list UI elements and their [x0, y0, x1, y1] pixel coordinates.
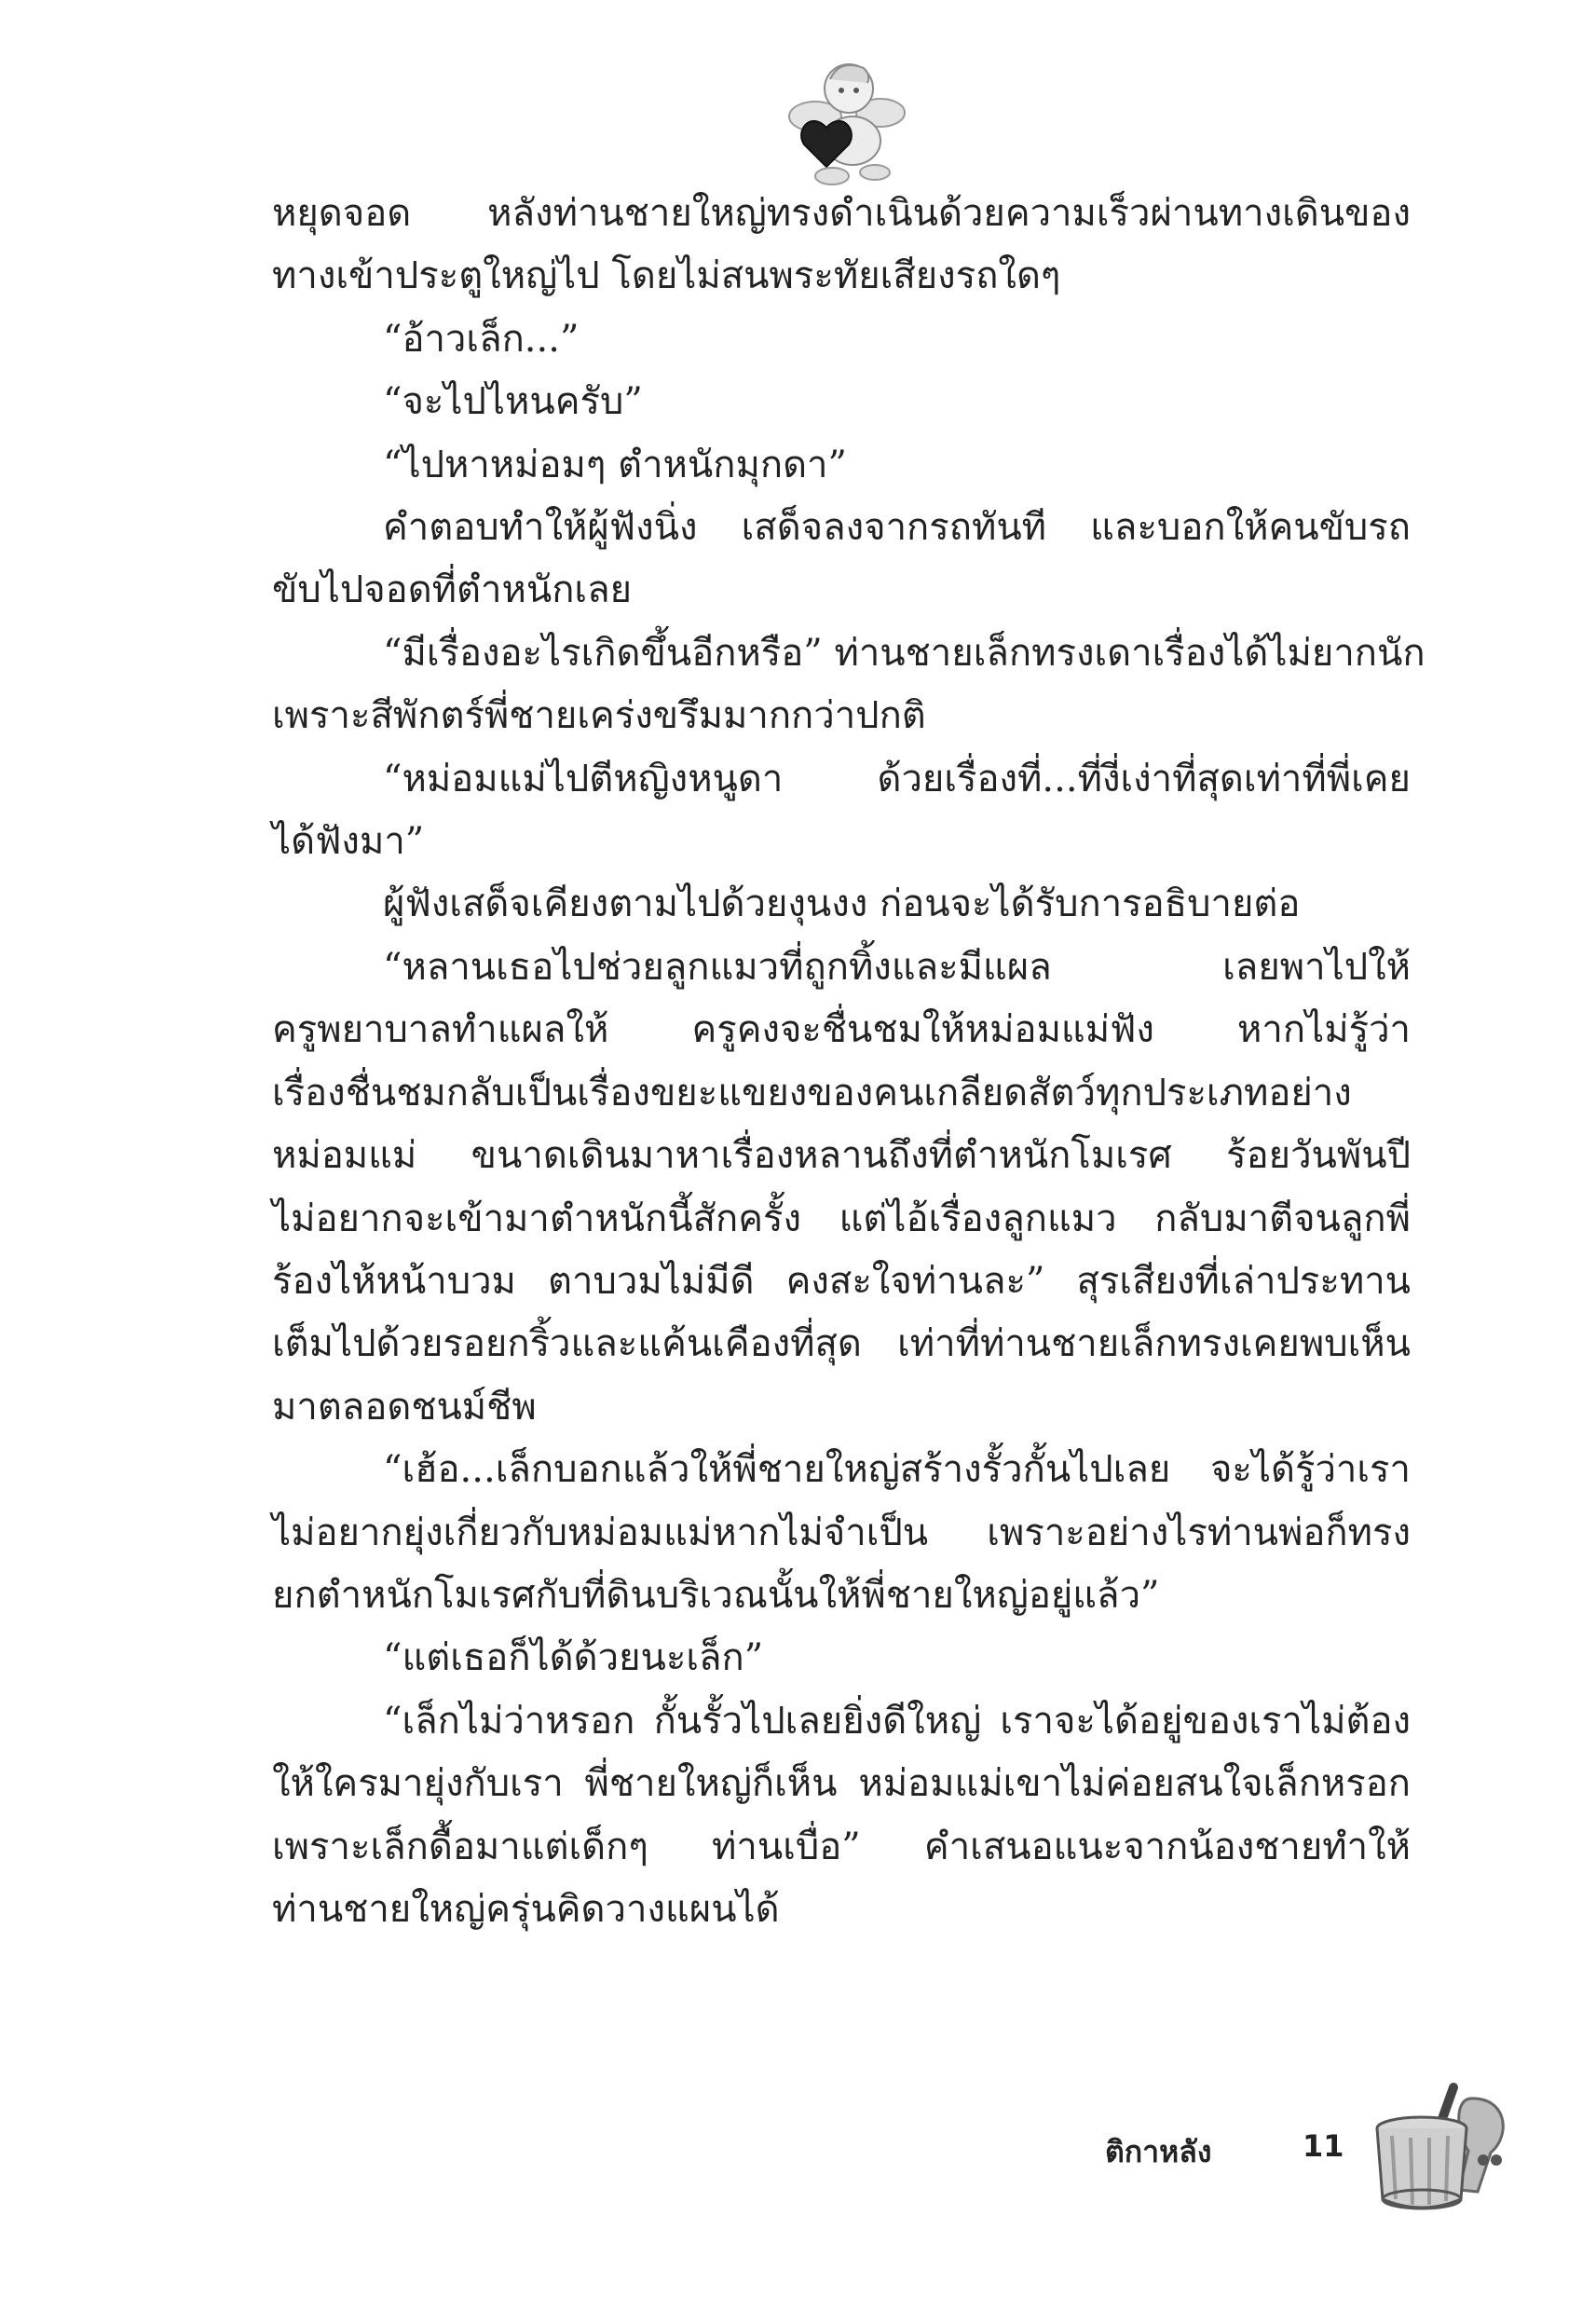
cooking-pot-with-spoon-icon: [1368, 2080, 1517, 2220]
body-line-14: ครูพยาบาลทำแผลให้ ครูคงจะชื่นชมให้หม่อมแม่ฟัง หากไม่รู้ว่า: [272, 1008, 1411, 1052]
body-line-12: ผู้ฟังเสด็จเคียงตามไปด้วยงุนงง ก่อนจะได้รับการอธิบายต่อ: [383, 882, 1301, 926]
body-line-8: “มีเรื่องอะไรเกิดขึ้นอีกหรือ” ท่านชายเล็กทรงเดาเรื่องได้ไม่ยากนัก: [383, 631, 1425, 675]
body-line-15: เรื่องชื่นชมกลับเป็นเรื่องขยะแขยงของคนเกลียดสัตว์ทุกประเภทอย่าง: [272, 1071, 1352, 1114]
body-line-6: คำตอบทำให้ผู้ฟังนิ่ง เสด็จลงจากรถทันที และบอกให้คนขับรถ: [383, 506, 1411, 550]
body-line-18: ร้องไห้หน้าบวม ตาบวมไม่มีดี คงสะใจท่านละ” สุรเสียงที่เล่าประทาน: [272, 1259, 1411, 1303]
body-line-19: เต็มไปด้วยรอยกริ้วและแค้นเคืองที่สุด เท่าที่ท่านชายเล็กทรงเคยพบเห็น: [272, 1322, 1411, 1366]
body-line-23: ยกตำหนักโมเรศกับที่ดินบริเวณนั้นให้พี่ชายใหญ่อยู่แล้ว”: [272, 1573, 1160, 1617]
body-line-24: “แต่เธอก็ได้ด้วยนะเล็ก”: [383, 1636, 764, 1680]
body-line-5: “ไปหาหม่อมๆ ตำหนักมุกดา”: [383, 443, 847, 486]
body-text: [272, 183, 1425, 1941]
body-line-9: เพราะสีพักตร์พี่ชายเคร่งขรึมมากกว่าปกติ: [272, 694, 926, 738]
body-line-28: ท่านชายใหญ่ครุ่นคิดวางแผนได้: [272, 1887, 780, 1931]
body-line-3: “อ้าวเล็ก...”: [383, 317, 580, 361]
body-line-2: ทางเข้าประตูใหญ่ไป โดยไม่สนพระทัยเสียงรถใดๆ: [272, 254, 1061, 298]
body-line-13: “หลานเธอไปช่วยลูกแมวที่ถูกทิ้งและมีแผล เลยพาไปให้: [383, 945, 1411, 989]
body-line-22: ไม่อยากยุ่งเกี่ยวกับหม่อมแม่หากไม่จำเป็น เพราะอย่างไรท่านพ่อก็ทรง: [272, 1511, 1411, 1554]
body-line-17: ไม่อยากจะเข้ามาตำหนักนี้สักครั้ง แต่ไอ้เรื่องลูกแมว กลับมาตีจนลูกพี่: [272, 1197, 1411, 1240]
body-line-20: มาตลอดชนม์ชีพ: [272, 1385, 537, 1429]
body-line-7: ขับไปจอดที่ตำหนักเลย: [272, 568, 633, 612]
body-line-26: ให้ใครมายุ่งกับเรา พี่ชายใหญ่ก็เห็น หม่อมแม่เขาไม่ค่อยสนใจเล็กหรอก: [272, 1762, 1411, 1806]
body-line-25: “เล็กไม่ว่าหรอก กั้นรั้วไปเลยยิ่งดีใหญ่ เราจะได้อยู่ของเราไม่ต้อง: [383, 1699, 1411, 1743]
body-line-16: หม่อมแม่ ขนาดเดินมาหาเรื่องหลานถึงที่ตำหนักโมเรศ ร้อยวันพันปี: [272, 1134, 1411, 1178]
body-line-21: “เฮ้อ...เล็กบอกแล้วให้พี่ชายใหญ่สร้างรั้วกั้นไปเลย จะได้รู้ว่าเรา: [383, 1448, 1411, 1492]
body-line-1: หยุดจอด หลังท่านชายใหญ่ทรงดำเนินด้วยความเร็วผ่านทางเดินของ: [272, 192, 1411, 235]
body-line-4: “จะไปไหนครับ”: [383, 380, 643, 424]
body-line-11: ได้ฟังมา”: [272, 820, 425, 864]
body-line-10: “หม่อมแม่ไปตีหญิงหนูดา ด้วยเรื่องที่...ที่งี่เง่าที่สุดเท่าที่พี่เคย: [383, 757, 1411, 800]
cupid-holding-heart-icon: [778, 51, 918, 191]
body-line-27: เพราะเล็กดื้อมาแต่เด็กๆ ท่านเบื่อ” คำเสนอแนะจากน้องชายทำให้: [272, 1825, 1411, 1868]
page-number: 11: [1303, 2128, 1344, 2164]
footer-book-title: ติกาหลัง: [1105, 2134, 1212, 2169]
